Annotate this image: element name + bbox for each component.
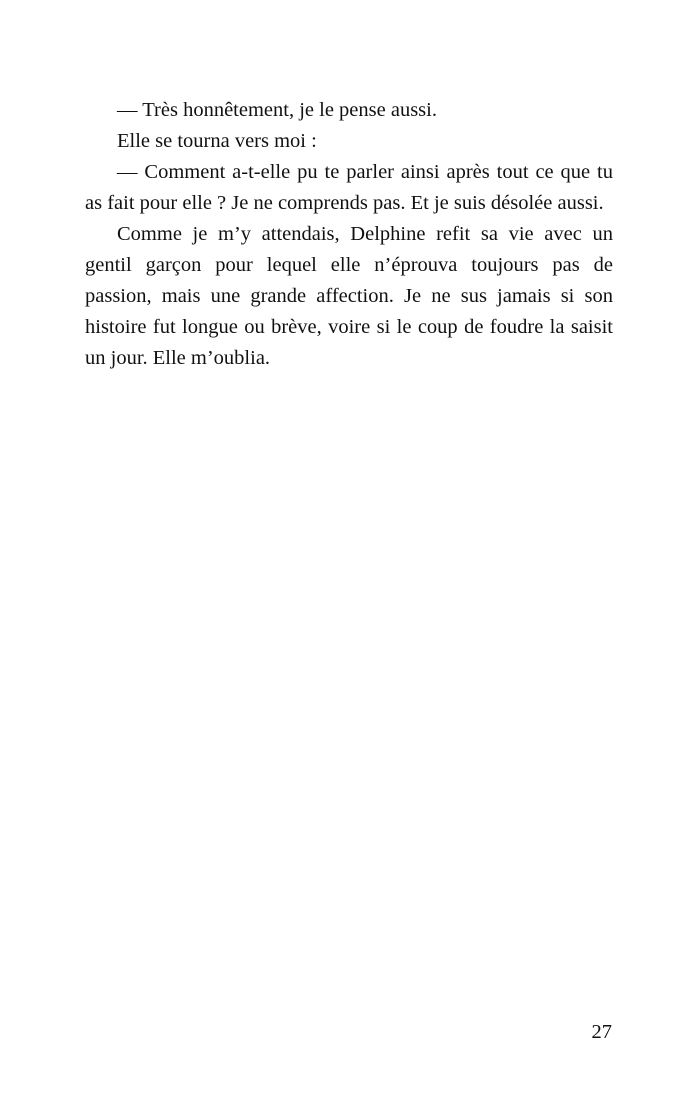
paragraph-dialogue-reply: — Très honnêtement, je le pense aussi.: [117, 99, 437, 121]
paragraph-narration-turn: Elle se tourna vers moi :: [117, 130, 317, 152]
paragraph-dialogue-question: — Comment a-t-elle pu te parler ainsi après tout ce que tu as fait pour elle ? Je ne comprends pas. Et je suis désolée aussi.: [85, 161, 613, 214]
page-number: 27: [591, 1021, 612, 1043]
body-text: [85, 95, 613, 374]
paragraph-narration-ending: Comme je m’y attendais, Delphine refit sa vie avec un gentil garçon pour lequel elle n’éprouva toujours pas de passion, mais une grande affection. Je ne sus jamais si son histoire fut longue ou brève, voire si le coup de foudre la saisit un jour. Elle m’oublia.: [85, 223, 613, 369]
